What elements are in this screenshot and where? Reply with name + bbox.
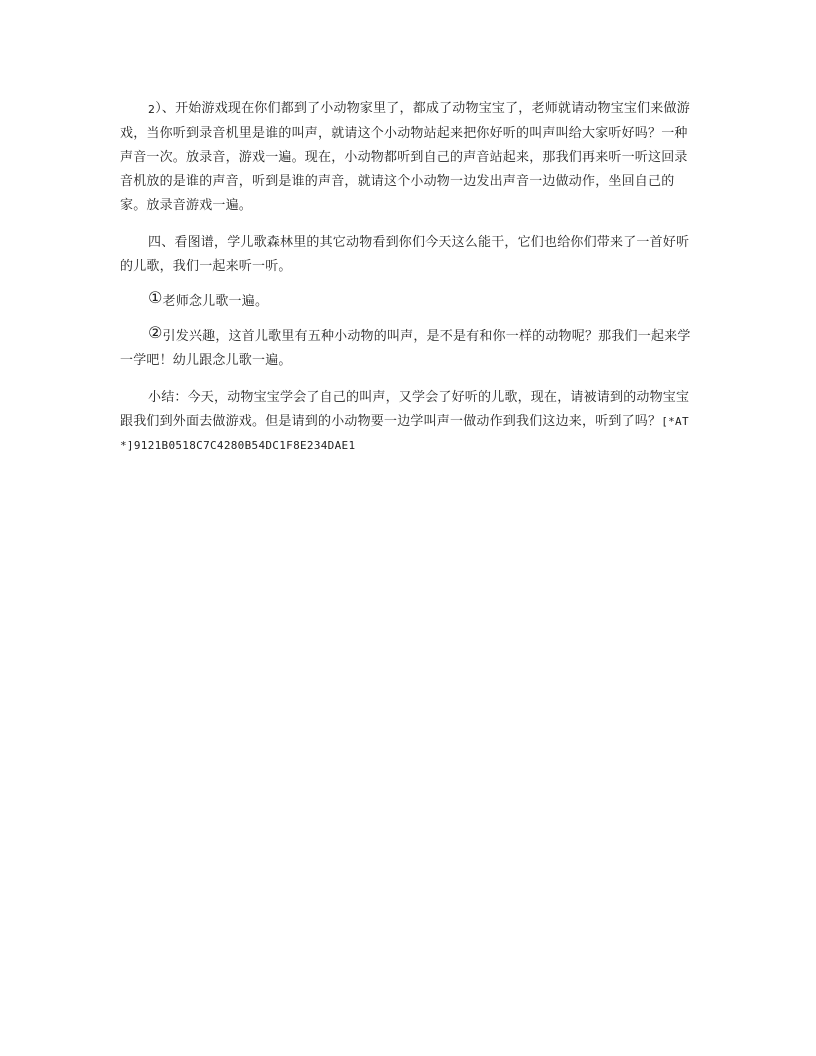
paragraph-step-two [120, 325, 696, 373]
document-code: [*AT*]9121B0518C7C4280B54DC1F8E234DAE1 [120, 415, 689, 452]
paragraph-text: 老师念儿歌一遍。 [162, 294, 269, 309]
circled-number-two: ② [148, 323, 163, 342]
paragraph-step-one [120, 290, 696, 314]
document-body [120, 97, 696, 458]
step-number: 2 [148, 103, 156, 116]
paragraph-text: 四、看图谱，学儿歌森林里的其它动物看到你们今天这么能干，它们也给你们带来了一首好听的儿歌，我们一起来听一听。 [120, 235, 690, 274]
circled-number-one: ① [148, 288, 163, 307]
paragraph-learn-song [120, 231, 696, 279]
paragraph-text: ）、开始游戏现在你们都到了小动物家里了，都成了动物宝宝了，老师就请动物宝宝们来做游戏，当你听到录音机里是谁的叫声，就请这个小动物站起来把你好听的叫声叫给大家听好吗？一种声音一次。放录音，游戏一遍。现在，小动物都听到自己的声音站起来，那我们再来听一听这回录音机放的是谁的声音，听到是谁的声音，就请这个小动物一边发出声音一边做动作，坐回自己的家。放录音游戏一遍。 [120, 101, 690, 213]
paragraph-game-instructions [120, 97, 696, 218]
paragraph-text: 小结：今天，动物宝宝学会了自己的叫声，又学会了好听的儿歌，现在，请被请到的动物宝宝跟我们到外面去做游戏。但是请到的小动物要一边学叫声一做动作到我们这边来，听到了吗？ [120, 390, 690, 429]
paragraph-summary [120, 386, 696, 458]
paragraph-text: 引发兴趣，这首儿歌里有五种小动物的叫声，是不是有和你一样的动物呢？那我们一起来学一学吧！幼儿跟念儿歌一遍。 [120, 329, 691, 368]
